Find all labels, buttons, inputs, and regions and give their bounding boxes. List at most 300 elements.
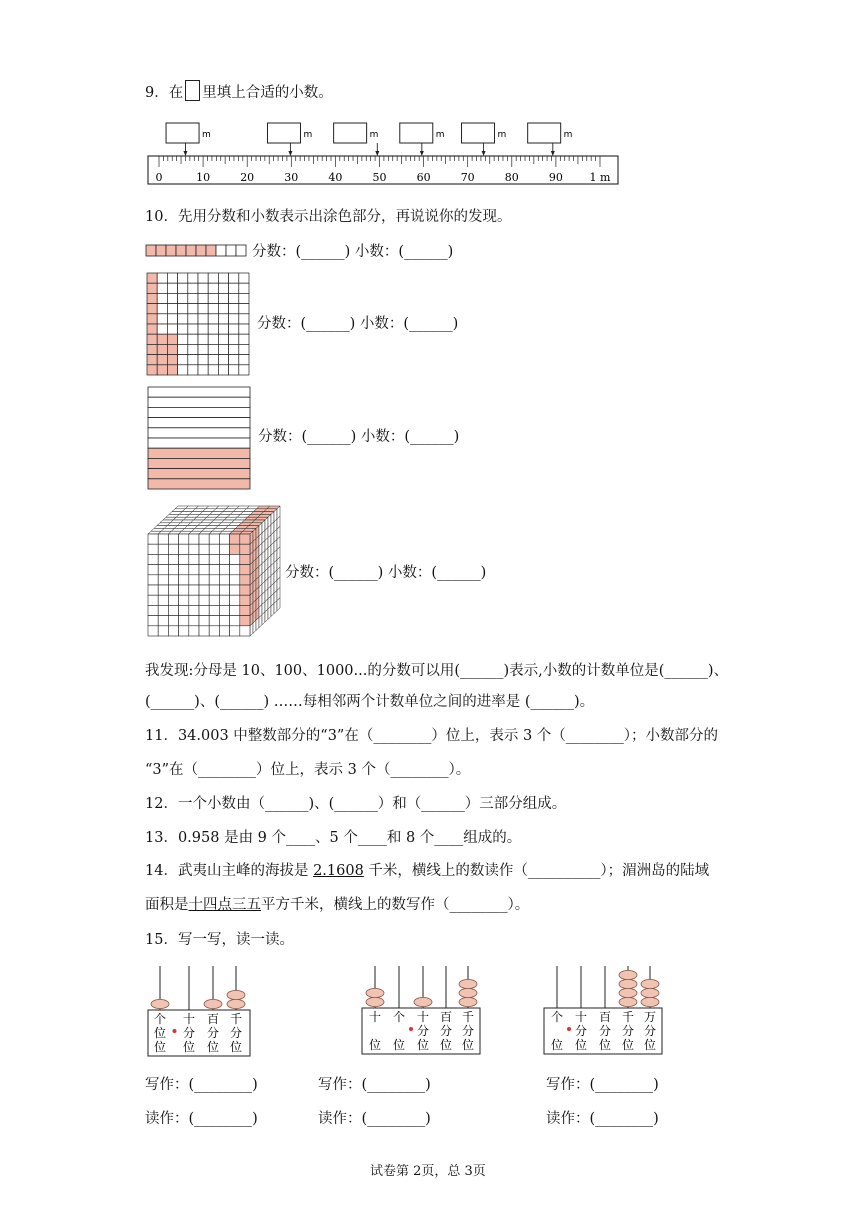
grid-cell <box>239 334 249 344</box>
ruler-tick-label: 10 <box>196 171 211 184</box>
cube-front-cell <box>199 575 209 585</box>
place-value-label: 分 <box>416 1024 430 1038</box>
cube-front-cell <box>168 544 178 554</box>
place-value-label: 百 <box>439 1010 453 1024</box>
row-strip <box>148 407 250 417</box>
ruler-tick-label: 0 <box>155 171 163 184</box>
q14-line2: 面积是十四点三五平方千米，横线上的数写作（________）。 <box>145 897 530 913</box>
grid-cell <box>208 273 218 283</box>
grid-cell <box>147 355 157 365</box>
place-value-label: 位 <box>153 1040 167 1054</box>
cube-front-cell <box>199 534 209 544</box>
place-value-label: 个 <box>392 1010 406 1024</box>
place-value-label: 分 <box>643 1024 657 1038</box>
pointer-arrow <box>183 151 187 156</box>
grid-cell <box>167 304 177 314</box>
cube-front-cell <box>158 544 168 554</box>
cube-front-cell <box>240 565 250 575</box>
cube-front-cell <box>209 605 219 615</box>
grid-cell <box>178 283 188 293</box>
grid-cell <box>188 293 198 303</box>
grid-cell <box>157 314 167 324</box>
grid-cell <box>147 273 157 283</box>
answer-box-icon <box>185 80 200 101</box>
grid-cell <box>229 365 239 375</box>
grid-cell <box>229 283 239 293</box>
grid-cell <box>157 344 167 354</box>
answer-box <box>400 123 433 143</box>
cube-front-cell <box>189 544 199 554</box>
abacus-bead <box>641 997 659 1006</box>
ruler-tick-label: 40 <box>328 171 343 184</box>
grid-cell <box>229 344 239 354</box>
abacus-1-read: 读作：(________) <box>145 1111 258 1127</box>
place-value-label: 位 <box>461 1038 475 1052</box>
cube-front-cell <box>168 585 178 595</box>
abacus-2 <box>360 962 485 1057</box>
abacus-bead <box>459 979 477 988</box>
row-strip <box>148 458 250 468</box>
cube-front-cell <box>189 616 199 626</box>
cube-front-cell <box>209 565 219 575</box>
cube-front-cell <box>230 585 240 595</box>
cube-front-cell <box>179 616 189 626</box>
row-strip <box>148 469 250 479</box>
strip-cell <box>206 245 216 256</box>
grid-cell <box>147 314 157 324</box>
q9-title: 9．在 里填上合适的小数。 <box>145 80 333 101</box>
cube-front-cell <box>199 544 209 554</box>
cube-front-cell <box>158 534 168 544</box>
pointer-arrow <box>375 151 379 156</box>
cube-front-cell <box>209 626 219 636</box>
cube-front-cell <box>148 616 158 626</box>
place-value-label: 分 <box>439 1024 453 1038</box>
abacus-bead <box>641 988 659 997</box>
row-strip <box>148 387 250 397</box>
grid-cell <box>167 334 177 344</box>
row-strip <box>148 418 250 428</box>
answer-box <box>334 123 367 143</box>
cube-front-cell <box>158 616 168 626</box>
strip-cell <box>186 245 196 256</box>
place-value-label: 分 <box>574 1024 588 1038</box>
grid-cell <box>198 293 208 303</box>
grid-cell <box>208 365 218 375</box>
grid-cell <box>188 304 198 314</box>
pointer-arrow <box>551 151 555 156</box>
decimal-point-dot <box>409 1027 413 1031</box>
q15-title: 15．写一写，读一读。 <box>145 932 294 948</box>
cube-front-cell <box>240 605 250 615</box>
cube-front-cell <box>148 605 158 615</box>
grid-cell <box>167 344 177 354</box>
grid-cell <box>229 355 239 365</box>
unit-label: m <box>202 130 211 140</box>
place-value-label: 位 <box>368 1038 382 1052</box>
abacus-bead <box>414 997 432 1006</box>
cube-front-cell <box>199 605 209 615</box>
grid-cell <box>208 293 218 303</box>
strip-cell <box>166 245 176 256</box>
cube-front-cell <box>219 544 229 554</box>
grid-cell <box>198 324 208 334</box>
place-value-label: 分 <box>182 1026 196 1040</box>
ruler-tick-label: 70 <box>460 171 475 184</box>
cube-front-cell <box>199 616 209 626</box>
place-value-label: 分 <box>621 1024 635 1038</box>
grid-cell <box>198 273 208 283</box>
place-value-label: 分 <box>461 1024 475 1038</box>
place-value-label: 个 <box>153 1012 167 1026</box>
grid-cell <box>167 293 177 303</box>
cube-front-cell <box>179 585 189 595</box>
grid-cell <box>157 283 167 293</box>
grid-cell <box>157 293 167 303</box>
grid-cell <box>178 273 188 283</box>
q10-answer-a: 分数：(______) 小数：(______) <box>252 244 454 260</box>
cube-front-cell <box>240 626 250 636</box>
cube-front-cell <box>209 616 219 626</box>
cube-front-cell <box>168 565 178 575</box>
grid-cell <box>218 324 228 334</box>
place-value-label: 位 <box>206 1040 220 1054</box>
abacus-2-write: 写作：(________) <box>318 1077 431 1093</box>
strip-cell <box>216 245 226 256</box>
grid-cell <box>157 334 167 344</box>
grid-cell <box>198 365 208 375</box>
cube-front-cell <box>240 534 250 544</box>
grid-cell <box>218 304 228 314</box>
decimal-point-dot <box>173 1029 177 1033</box>
cube-front-cell <box>209 575 219 585</box>
grid-cell <box>218 293 228 303</box>
grid-cell <box>167 324 177 334</box>
cube-front-cell <box>219 585 229 595</box>
place-value-label: 位 <box>621 1038 635 1052</box>
abacus-bead <box>619 988 637 997</box>
row-strip <box>148 479 250 489</box>
cube-front-cell <box>168 616 178 626</box>
tenths-rows <box>147 386 251 490</box>
grid-cell <box>147 365 157 375</box>
place-value-label: 千 <box>229 1012 243 1026</box>
q10-finding-line1: 我发现:分母是 10、100、1000...的分数可以用(______)表示,小数的计数单位是(______)、 <box>145 663 729 679</box>
cube-front-cell <box>199 565 209 575</box>
q10-title: 10．先用分数和小数表示出涂色部分，再说说你的发现。 <box>145 209 512 225</box>
place-value-label: 位 <box>550 1038 564 1052</box>
cube-front-cell <box>230 605 240 615</box>
tenths-strip <box>146 244 250 258</box>
place-value-label: 十 <box>368 1010 382 1024</box>
place-value-label: 位 <box>182 1040 196 1054</box>
q10-answer-c: 分数：(______) 小数：(______) <box>258 429 460 445</box>
grid-cell <box>178 334 188 344</box>
cube-front-cell <box>158 595 168 605</box>
cube-front-cell <box>158 605 168 615</box>
unit-label: m <box>563 130 573 140</box>
abacus-bead <box>619 997 637 1006</box>
abacus-bead <box>459 988 477 997</box>
grid-cell <box>239 324 249 334</box>
grid-cell <box>147 293 157 303</box>
cube-front-cell <box>199 554 209 564</box>
grid-cell <box>239 293 249 303</box>
grid-cell <box>167 314 177 324</box>
cube-front-cell <box>199 595 209 605</box>
grid-cell <box>157 304 167 314</box>
cube-front-cell <box>219 605 229 615</box>
grid-cell <box>218 283 228 293</box>
place-value-label: 分 <box>206 1026 220 1040</box>
cube-front-cell <box>199 626 209 636</box>
grid-cell <box>229 324 239 334</box>
strip-cell <box>176 245 186 256</box>
grid-cell <box>188 355 198 365</box>
grid-cell <box>218 334 228 344</box>
abacus-bead <box>204 999 222 1008</box>
ruler-tick-label: 60 <box>416 171 431 184</box>
place-value-label: 位 <box>598 1038 612 1052</box>
unit-label: m <box>369 130 379 140</box>
grid-cell <box>188 344 198 354</box>
abacus-1 <box>145 962 255 1062</box>
cube-front-cell <box>179 605 189 615</box>
grid-cell <box>198 304 208 314</box>
cube-front-cell <box>240 585 250 595</box>
abacus-bead <box>641 979 659 988</box>
grid-cell <box>208 334 218 344</box>
unit-label: m <box>497 130 507 140</box>
q13: 13．0.958 是由 9 个____、5 个____和 8 个____组成的。 <box>145 830 522 846</box>
cube-front-cell <box>189 626 199 636</box>
cube-front-cell <box>230 544 240 554</box>
grid-cell <box>229 293 239 303</box>
cube-front-cell <box>189 554 199 564</box>
grid-cell <box>198 314 208 324</box>
place-value-label: 个 <box>550 1010 564 1024</box>
abacus-bead <box>151 999 169 1008</box>
grid-cell <box>157 273 167 283</box>
place-value-label: 百 <box>598 1010 612 1024</box>
grid-cell <box>147 283 157 293</box>
place-value-label: 十 <box>182 1012 196 1026</box>
unit-label: m <box>303 130 313 140</box>
answer-box <box>267 123 300 143</box>
cube-front-cell <box>189 534 199 544</box>
cube-front-cell <box>230 554 240 564</box>
cube-front-cell <box>179 554 189 564</box>
grid-cell <box>178 304 188 314</box>
place-value-label: 位 <box>392 1038 406 1052</box>
cube-front-cell <box>219 595 229 605</box>
cube-front-cell <box>230 616 240 626</box>
grid-cell <box>198 344 208 354</box>
grid-cell <box>167 273 177 283</box>
grid-cell <box>208 344 218 354</box>
place-value-label: 千 <box>621 1010 635 1024</box>
grid-cell <box>239 314 249 324</box>
place-value-label: 十 <box>574 1010 588 1024</box>
grid-cell <box>188 273 198 283</box>
q14-line1: 14．武夷山主峰的海拔是 2.1608 千米，横线上的数读作（__________）；湄洲岛的陆域 <box>145 863 710 879</box>
grid-cell <box>239 304 249 314</box>
cube-front-cell <box>179 565 189 575</box>
place-value-label: 百 <box>206 1012 220 1026</box>
cube-front-cell <box>168 605 178 615</box>
answer-box <box>462 123 495 143</box>
place-value-label: 分 <box>229 1026 243 1040</box>
grid-cell <box>198 355 208 365</box>
row-strip <box>148 397 250 407</box>
grid-cell <box>229 273 239 283</box>
cube-front-cell <box>230 565 240 575</box>
grid-cell <box>147 324 157 334</box>
grid-cell <box>157 355 167 365</box>
grid-cell <box>229 334 239 344</box>
grid-cell <box>178 355 188 365</box>
grid-cell <box>157 365 167 375</box>
abacus-2-read: 读作：(________) <box>318 1111 431 1127</box>
strip-cell <box>236 245 246 256</box>
grid-cell <box>167 283 177 293</box>
place-value-label: 十 <box>416 1010 430 1024</box>
unit-label: m <box>435 130 445 140</box>
strip-cell <box>146 245 156 256</box>
cube-front-cell <box>168 575 178 585</box>
answer-box <box>166 123 199 143</box>
grid-cell <box>178 344 188 354</box>
grid-cell <box>239 355 249 365</box>
strip-cell <box>156 245 166 256</box>
grid-cell <box>188 324 198 334</box>
cube-front-cell <box>168 626 178 636</box>
cube-front-cell <box>189 565 199 575</box>
cube-front-cell <box>189 595 199 605</box>
grid-cell <box>178 314 188 324</box>
thousand-cube <box>146 504 280 638</box>
cube-front-cell <box>240 595 250 605</box>
answer-box <box>528 123 561 143</box>
cube-front-cell <box>148 534 158 544</box>
cube-front-cell <box>148 575 158 585</box>
row-strip <box>148 428 250 438</box>
cube-front-cell <box>219 534 229 544</box>
place-value-label: 位 <box>416 1038 430 1052</box>
abacus-3-write: 写作：(________) <box>546 1077 659 1093</box>
pointer-arrow <box>288 151 292 156</box>
grid-cell <box>218 344 228 354</box>
cube-front-cell <box>179 626 189 636</box>
cube-front-cell <box>219 616 229 626</box>
cube-front-cell <box>179 595 189 605</box>
abacus-bead <box>227 990 245 999</box>
cube-front-cell <box>240 616 250 626</box>
place-value-label: 位 <box>153 1026 167 1040</box>
ruler-tick-label: 30 <box>284 171 299 184</box>
cube-front-cell <box>189 585 199 595</box>
cube-front-cell <box>158 565 168 575</box>
cube-front-cell <box>148 565 158 575</box>
grid-cell <box>178 365 188 375</box>
cube-front-cell <box>179 534 189 544</box>
abacus-bead <box>227 999 245 1008</box>
cube-front-cell <box>179 544 189 554</box>
grid-cell <box>147 304 157 314</box>
row-strip <box>148 448 250 458</box>
grid-cell <box>188 314 198 324</box>
place-value-label: 位 <box>643 1038 657 1052</box>
cube-front-cell <box>158 626 168 636</box>
grid-cell <box>167 355 177 365</box>
grid-cell <box>208 304 218 314</box>
place-value-label: 万 <box>643 1010 657 1024</box>
page-footer: 试卷第 2页，总 3页 <box>370 1164 486 1179</box>
grid-cell <box>218 355 228 365</box>
cube-front-cell <box>168 554 178 564</box>
grid-cell <box>188 283 198 293</box>
pointer-arrow <box>482 151 486 156</box>
cube-front-cell <box>168 595 178 605</box>
cube-front-cell <box>230 575 240 585</box>
place-value-label: 位 <box>229 1040 243 1054</box>
strip-cell <box>196 245 206 256</box>
cube-front-cell <box>179 575 189 585</box>
abacus-bead <box>619 970 637 979</box>
cube-front-cell <box>168 534 178 544</box>
grid-cell <box>178 324 188 334</box>
cube-front-cell <box>189 575 199 585</box>
cube-front-cell <box>199 585 209 595</box>
abacus-3 <box>543 962 668 1057</box>
place-value-label: 位 <box>574 1038 588 1052</box>
cube-front-cell <box>209 544 219 554</box>
cube-front-cell <box>148 544 158 554</box>
grid-cell <box>239 344 249 354</box>
ruler-tick-label: 20 <box>240 171 255 184</box>
abacus-1-write: 写作：(________) <box>145 1077 258 1093</box>
cube-front-cell <box>240 554 250 564</box>
cube-front-cell <box>219 565 229 575</box>
abacus-bead <box>366 988 384 997</box>
grid-cell <box>198 334 208 344</box>
cube-front-cell <box>209 585 219 595</box>
row-strip <box>148 438 250 448</box>
place-value-label: 千 <box>461 1010 475 1024</box>
grid-cell <box>157 324 167 334</box>
abacus-bead <box>459 997 477 1006</box>
grid-cell <box>147 334 157 344</box>
cube-front-cell <box>148 554 158 564</box>
q11-line1: 11．34.003 中整数部分的“3”在（________）位上，表示 3 个（________）；小数部分的 <box>145 728 719 744</box>
hundred-grid <box>146 272 250 376</box>
cube-front-cell <box>189 605 199 615</box>
grid-cell <box>167 365 177 375</box>
q10-answer-b: 分数：(______) 小数：(______) <box>257 316 459 332</box>
place-value-label: 分 <box>598 1024 612 1038</box>
q12: 12．一个小数由（______)、(______）和（______）三部分组成。 <box>145 796 567 812</box>
cube-front-cell <box>148 595 158 605</box>
grid-cell <box>218 365 228 375</box>
grid-cell <box>229 314 239 324</box>
cube-front-cell <box>230 595 240 605</box>
cube-front-cell <box>230 626 240 636</box>
strip-cell <box>226 245 236 256</box>
grid-cell <box>229 304 239 314</box>
grid-cell <box>239 273 249 283</box>
cube-front-cell <box>209 595 219 605</box>
grid-cell <box>147 344 157 354</box>
